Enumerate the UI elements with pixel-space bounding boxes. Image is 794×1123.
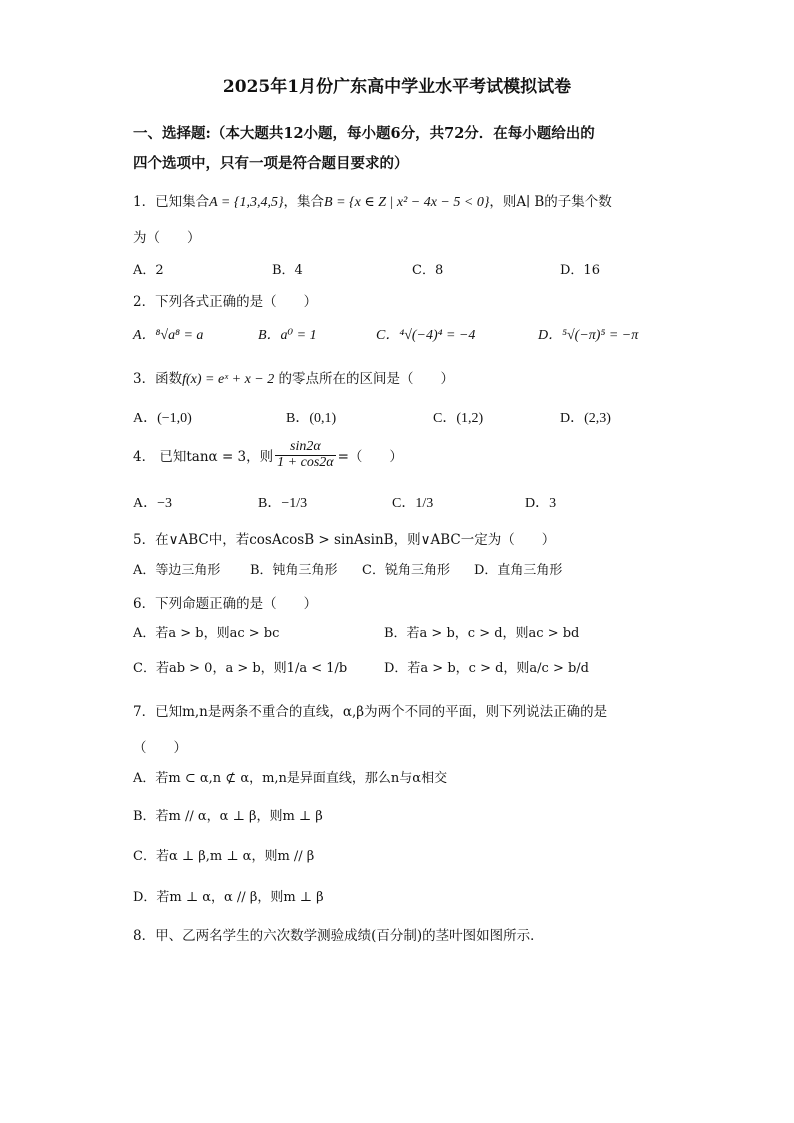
q3-prefix: 3．函数 bbox=[133, 371, 183, 387]
q4-option-b: B．−1/3 bbox=[258, 496, 308, 511]
q2-option-b: B．a⁰ = 1 bbox=[258, 328, 317, 343]
section-heading-line1: 一、选择题:（本大题共12小题，每小题6分，共72分．在每小题给出的 bbox=[133, 125, 595, 142]
q2-option-a: A．⁸√a⁸ = a bbox=[133, 328, 204, 343]
q1-set-b: B = {x ∈ Z | x² − 4x − 5 < 0} bbox=[324, 195, 490, 210]
question-1 bbox=[133, 190, 612, 211]
question-5: 5．在∨ABC中，若cosAcosB > sinAsinB，则∨ABC一定为（ ） bbox=[133, 532, 556, 548]
q5-option-b: B．钝角三角形 bbox=[250, 563, 338, 578]
question-4 bbox=[133, 440, 403, 470]
q3-tail: 的零点所在的区间是（ ） bbox=[278, 371, 455, 387]
q7-option-d: D．若m ⊥ α，α // β，则m ⊥ β bbox=[133, 890, 324, 905]
q6-option-a: A．若a > b，则ac > bc bbox=[133, 626, 280, 641]
question-6: 6．下列命题正确的是（ ） bbox=[133, 596, 318, 612]
q5-option-c: C．锐角三角形 bbox=[362, 563, 450, 578]
question-8: 8．甲、乙两名学生的六次数学测验成绩(百分制)的茎叶图如图所示． bbox=[133, 928, 544, 944]
q3-option-a: A．(−1,0) bbox=[133, 411, 192, 426]
q1-mid: ，集合 bbox=[283, 194, 325, 210]
q3-option-c: C．(1,2) bbox=[433, 411, 484, 426]
q2-option-d: D．⁵√(−π)⁵ = −π bbox=[538, 328, 639, 343]
q4-tail: =（ ） bbox=[337, 449, 403, 466]
question-3 bbox=[133, 367, 454, 388]
q1-option-b: B．4 bbox=[272, 263, 303, 278]
q7-option-a: A．若m ⊂ α,n ⊄ α，m,n是异面直线，那么n与α相交 bbox=[133, 771, 448, 786]
q6-option-b: B．若a > b，c > d，则ac > bd bbox=[384, 626, 580, 641]
q4-option-c: C．1/3 bbox=[392, 496, 434, 511]
q1-set-a: A = {1,3,4,5} bbox=[209, 195, 284, 210]
q1-line2: 为（ ） bbox=[133, 230, 201, 246]
q6-option-d: D．若a > b，c > d，则a/c > b/d bbox=[384, 661, 590, 676]
q4-prefix: 4． 已知tanα = 3，则 bbox=[133, 449, 274, 466]
q4-option-d: D．3 bbox=[525, 496, 557, 511]
q5-option-d: D．直角三角形 bbox=[474, 563, 563, 578]
q4-numerator: sin2α bbox=[275, 440, 335, 456]
q2-option-c: C．⁴√(−4)⁴ = −4 bbox=[376, 328, 476, 343]
q1-option-d: D．16 bbox=[560, 263, 600, 278]
q3-option-b: B．(0,1) bbox=[286, 411, 337, 426]
q1-option-c: C．8 bbox=[412, 263, 444, 278]
q5-option-a: A．等边三角形 bbox=[133, 563, 221, 578]
q7-option-b: B．若m // α，α ⊥ β，则m ⊥ β bbox=[133, 809, 323, 824]
q3-function: f(x) = eˣ + x − 2 bbox=[182, 372, 275, 387]
question-7-line2: （ ） bbox=[133, 740, 187, 756]
section-heading-line2: 四个选项中，只有一项是符合题目要求的） bbox=[133, 155, 409, 172]
q1-prefix: 1．已知集合 bbox=[133, 194, 210, 210]
q1-option-a: A．2 bbox=[133, 263, 164, 278]
page-title: 2025年1月份广东高中学业水平考试模拟试卷 bbox=[222, 77, 572, 97]
q3-option-d: D．(2,3) bbox=[560, 411, 611, 426]
q4-denominator: 1 + cos2α bbox=[277, 454, 334, 470]
question-2: 2．下列各式正确的是（ ） bbox=[133, 294, 318, 310]
q4-fraction bbox=[275, 440, 335, 470]
q7-option-c: C．若α ⊥ β,m ⊥ α，则m // β bbox=[133, 849, 315, 864]
question-7-line1: 7．已知m,n是两条不重合的直线，α,β为两个不同的平面，则下列说法正确的是 bbox=[133, 704, 608, 720]
q1-tail: ，则A∣ B的子集个数 bbox=[489, 194, 612, 210]
q6-option-c: C．若ab > 0，a > b，则1/a < 1/b bbox=[133, 661, 348, 676]
q4-option-a: A．−3 bbox=[133, 496, 173, 511]
